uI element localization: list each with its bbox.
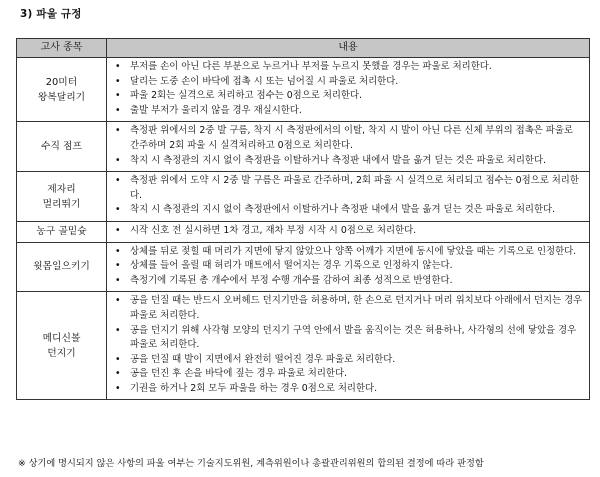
rule-list bbox=[113, 60, 583, 118]
event-cell bbox=[17, 221, 107, 242]
table-header-row bbox=[17, 39, 590, 58]
event-name-line: 농구 골밑슛 bbox=[36, 226, 87, 238]
rule-list bbox=[113, 224, 583, 239]
event-name-line: 제자리 bbox=[47, 183, 76, 195]
footnote: ※ 상기에 명시되지 않은 사항의 파울 여부는 기술지도위원, 계측위원이나 총괄관리위원의 합의된 결정에 따라 판정함 bbox=[18, 458, 484, 469]
rule-cell bbox=[107, 242, 590, 292]
table-row bbox=[17, 172, 590, 222]
rule-cell bbox=[107, 172, 590, 222]
rule-item: • 상체를 들어 올릴 때 허리가 매트에서 떨어지는 경우 기록으로 인정하지 않는다. bbox=[113, 259, 583, 274]
event-cell bbox=[17, 58, 107, 122]
event-name-line: 멀리뛰기 bbox=[42, 198, 81, 210]
rule-cell bbox=[107, 122, 590, 172]
rule-item: • 출발 부저가 울리지 않을 경우 재실시한다. bbox=[113, 104, 583, 119]
rule-cell bbox=[107, 58, 590, 122]
header-event: 고사 종목 bbox=[17, 39, 107, 58]
section-title: 3) 파울 규정 bbox=[20, 8, 82, 20]
rule-item: • 공을 던지기 위해 사각형 모양의 던지기 구역 안에서 발을 움직이는 것은 허용하나, 사각형의 선에 닿았을 경우 파울로 처리한다. bbox=[113, 324, 583, 353]
event-name-line: 윗몸일으키기 bbox=[33, 261, 90, 273]
rule-list bbox=[113, 124, 583, 168]
event-cell bbox=[17, 292, 107, 400]
foul-rules-table bbox=[16, 38, 590, 400]
rule-item: • 상체를 뒤로 젖힐 때 머리가 지면에 닿지 않았으나 양쪽 어깨가 지면에 동시에 닿았을 때는 기록으로 인정한다. bbox=[113, 245, 583, 260]
rule-item: • 측정기에 기록된 총 개수에서 부정 수행 개수를 감하여 최종 성적으로 반영한다. bbox=[113, 274, 583, 289]
event-name-line: 던지기 bbox=[47, 347, 76, 359]
rule-list bbox=[113, 245, 583, 289]
rule-item: • 착지 시 측정관의 지시 없이 측정판을 이탈하거나 측정판 내에서 발을 옮겨 딛는 것은 파울로 처리한다. bbox=[113, 154, 583, 169]
rule-item: • 기권을 하거나 2회 모두 파울을 하는 경우 0점으로 처리한다. bbox=[113, 382, 583, 397]
rule-item: • 부저를 손이 아닌 다른 부분으로 누르거나 부저를 누르지 못했을 경우는 파울로 처리한다. bbox=[113, 60, 583, 75]
rule-item: • 측정판 위에서 도약 시 2중 발 구름은 파울로 간주하며, 2회 파울 시 실격으로 처리되고 점수는 0점으로 처리한다. bbox=[113, 174, 583, 203]
rule-item: • 시작 신호 전 실시하면 1차 경고, 재차 부정 시작 시 0점으로 처리한다. bbox=[113, 224, 583, 239]
table-row bbox=[17, 122, 590, 172]
rule-item: • 착지 시 측정관의 지시 없이 측정판에서 이탈하거나 측정판 내에서 발을 옮겨 딛는 것은 파울로 처리한다. bbox=[113, 203, 583, 218]
rule-list bbox=[113, 174, 583, 218]
header-content: 내용 bbox=[107, 39, 590, 58]
table-row bbox=[17, 58, 590, 122]
event-name-line: 20미터 bbox=[45, 76, 78, 88]
rule-cell bbox=[107, 292, 590, 400]
rule-list bbox=[113, 294, 583, 396]
rule-item: • 파울 2회는 실격으로 처리하고 점수는 0점으로 처리한다. bbox=[113, 89, 583, 104]
event-name-line: 왕복달리기 bbox=[37, 91, 86, 103]
table-row bbox=[17, 242, 590, 292]
rule-item: • 공을 던질 때 발이 지면에서 완전히 떨어진 경우 파울로 처리한다. bbox=[113, 353, 583, 368]
event-cell bbox=[17, 122, 107, 172]
event-name-line: 메디신볼 bbox=[42, 332, 81, 344]
table-row bbox=[17, 221, 590, 242]
rule-item: • 측정판 위에서의 2중 발 구름, 착지 시 측정판에서의 이탈, 착지 시 발이 아닌 다른 신체 부위의 접촉은 파울로 간주하며 2회 파울 시 실격처리하고 0점으로 처리한다. bbox=[113, 124, 583, 153]
rule-cell bbox=[107, 221, 590, 242]
rule-item: • 공을 던진 후 손을 바닥에 짚는 경우 파울로 처리한다. bbox=[113, 367, 583, 382]
rule-item: • 달리는 도중 손이 바닥에 접촉 시 또는 넘어질 시 파울로 처리한다. bbox=[113, 75, 583, 90]
event-cell bbox=[17, 172, 107, 222]
event-cell bbox=[17, 242, 107, 292]
event-name-line: 수직 점프 bbox=[41, 141, 82, 153]
rule-item: • 공을 던질 때는 반드시 오버헤드 던지기만을 허용하며, 한 손으로 던지거나 머리 위치보다 아래에서 던지는 경우 파울로 처리한다. bbox=[113, 294, 583, 323]
table-row bbox=[17, 292, 590, 400]
